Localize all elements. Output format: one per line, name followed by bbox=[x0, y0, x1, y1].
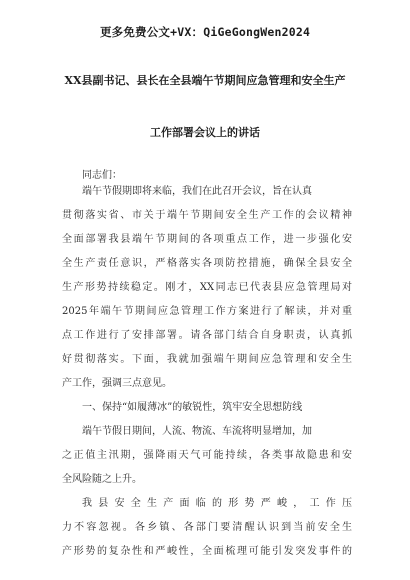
greeting-spacer bbox=[62, 156, 352, 180]
document-title-line-2: 工作部署会议上的讲话 bbox=[150, 126, 260, 139]
paragraph-line: 之正值主汛期，强降雨天气可能持续，各类事故隐患和安 bbox=[62, 450, 352, 461]
paragraph-line: 产形势的复杂性和严峻性，全面梳理可能引发突发事件的 bbox=[62, 546, 352, 557]
paragraph-line: 端午节假期即将来临，我们在此召开会议，旨在认真 bbox=[82, 186, 312, 197]
paragraph-line: 全面部署我县端午节期间的各项重点工作，进一步强化安 bbox=[62, 234, 352, 245]
greeting: 同志们： bbox=[82, 170, 122, 181]
section-heading: 一、保持“如履薄冰”的敏锐性，筑牢安全思想防线 bbox=[82, 402, 303, 413]
promo-banner: 更多免费公文+VX：QiGeGongWen2024 bbox=[99, 25, 311, 39]
paragraph-line: 力不容忽视。各乡镇、各部门要清醒认识到当前安全生 bbox=[62, 522, 352, 533]
speech-body bbox=[62, 156, 352, 564]
paragraph-line: 生产形势持续稳定。刚才，XX同志已代表县应急管理局对 bbox=[62, 282, 352, 293]
paragraph-line: 点工作进行了安排部署。请各部门结合自身职责，认真抓 bbox=[62, 330, 352, 341]
paragraph-line: 好贯彻落实。下面，我就加强端午期间应急管理和安全生 bbox=[62, 354, 352, 365]
paragraph-line: 2025年端午节期间应急管理工作方案进行了解读，并对重 bbox=[62, 306, 352, 317]
paragraph-line: 端午节假日期间，人流、物流、车流将明显增加，加 bbox=[82, 426, 312, 437]
document-title-line-1: XX县副书记、县长在全县端午节期间应急管理和安全生产 bbox=[64, 74, 346, 87]
paragraph-line: 全生产责任意识，严格落实各项防控措施，确保全县安全 bbox=[62, 258, 352, 269]
paragraph-line: 贯彻落实省、市关于端午节期间安全生产工作的会议精神 bbox=[62, 210, 352, 221]
paragraph-line: 产工作，强调三点意见。 bbox=[62, 378, 172, 389]
paragraph-line: 全风险随之上升。 bbox=[62, 474, 142, 485]
paragraph-line: 我县安全生产面临的形势严峻，工作压 bbox=[82, 498, 352, 509]
